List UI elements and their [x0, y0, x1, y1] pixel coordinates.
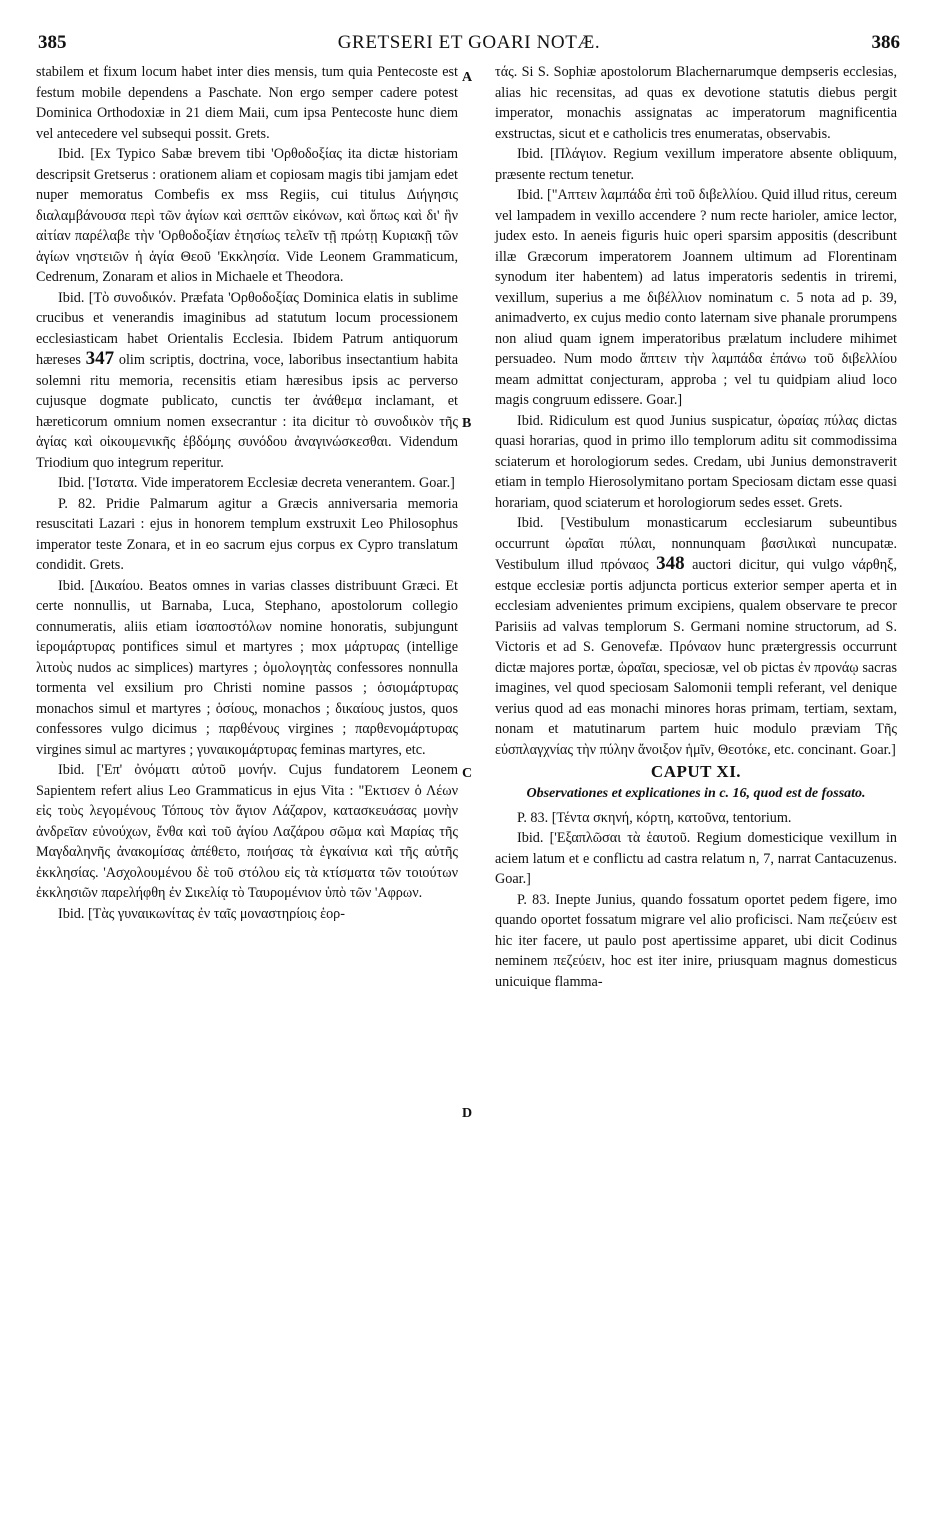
right-paragraph-7: Ibid. ['Εξαπλῶσαι τὰ ἑαυτοῦ. Regium domesticique vexillum in aciem latum et e conflictu ad castra relatum n, 7, narrat Cantacuzenus. Goar.] — [495, 830, 897, 887]
page-header — [38, 32, 900, 58]
left-paragraph-8: Ibid. [Τὰς γυναικωνίτας ἐν ταῖς μοναστηρίοις ἑορ- — [58, 905, 345, 922]
left-paragraph-7: Ibid. ['Επ' ὀνόματι αὐτοῦ μονήν. Cujus fundatorem Leonem Sapientem refert alius Leo Grammaticus in ejus Vita : "Εκτισεν ὁ Λέων εἰς τοὺς λεγομένους Τόπους τὸν ἅγιον Λάζαρον, κατασκευάσας μονὴν ἀνδρεῖαν εὐνούχων, ἔνθα καὶ τοῦ ἁγίου Λαζάρου σῶμα καὶ Μαρίας τῆς Μαγδαληνῆς ἀνακομίσας ἀπέθετο, ποιήσας τὰ ἐγκαίνια καὶ τῆς αὐτῆς ἐκκλησίας. 'Ασχολουμένου δὲ τοῦ στόλου εἰς τὰ κτίσματα τῶν τοιούτων ἐκκλησιῶν παρελήφθη ἐν Σικελίᾳ τὸ Ταυρομένιον ὑπὸ τῶν 'Αφρων. — [36, 762, 458, 901]
margin-marker-a: A — [462, 70, 473, 85]
left-paragraph-3 — [36, 288, 458, 474]
margin-marker-c: C — [462, 766, 473, 781]
right-paragraph-6: P. 83. [Τέντα σκηνή, κόρτη, κατοῦνα, tentorium. — [517, 809, 792, 826]
left-paragraph-1: stabilem et fixum locum habet inter dies mensis, tum quia Pentecoste est festum mobile dependens a Paschate. Non ergo semper cadere potest Dominica Orthodoxiæ in 21 diem Maii, cum ipsa Pentecoste hunc diem vel antecedere vel subsequi possit. Grets. — [36, 64, 458, 142]
margin-marker-d: D — [462, 1106, 473, 1121]
left-paragraph-4: Ibid. ['Ιστατα. Vide imperatorem Ecclesiæ decreta venerantem. Goar.] — [58, 475, 455, 491]
chapter-subtitle: Observationes et explicationes in c. 16, quod est de fossato. — [526, 785, 866, 801]
right-paragraph-8: P. 83. Inepte Junius, quando fossatum oportet pedem figere, imo quando oportet fossatum migrare vel alio proficisci. Nam πεζεύειν est hic iter facere, ut paulo post apertissime apparet, ubi dicit Codinus neminem πεζεύειν, hoc est iter inire, priusquam magnus domesticus unicuique flamma- — [495, 891, 897, 990]
left-paragraph-3-text-a: Ibid. [Τὸ συνοδικόν. Præfata 'Ορθοδοξίας Dominica elatis in sublime crucibus et venerandis imaginibus ad statutum locum processionem ecclesiasticam habet Orientalis Ecclesia. Ibidem Patrum antiquorum hæreses — [36, 289, 458, 368]
right-paragraph-1: τάς. Si S. Sophiæ apostolorum Blachernarumque dempseris ecclesias, alias hic recensitas, ad quas ex devotione statutis diebus pergit imperator, monachis assignatas ac imperatorum magnificentia exstructas, sicut et e catholicis tres enumeratas, observabis. — [495, 64, 897, 142]
chapter-heading: CAPUT XI. — [650, 762, 742, 781]
left-paragraph-6: Ibid. [Δικαίου. Beatos omnes in varias classes distribuunt Græci. Et certe nonnullis, ut Barnaba, Luca, Stephano, apostolorum collegio connumeratis, aliis etiam ἰσαποστόλων nomine honoratis, subjungunt ἱερομάρτυρας pontifices simul et martyres ; mox μάρτυρας (intellige λιτοὺς nudos ac simplices) martyres ; ὁμολογητὰς confessores nonnulla tormenta vel exsilium pro Christi nomine passos ; ὁσιομάρτυρας monachos simul et martyres ; ὁσίους, monachos ; δικαίους justos, quos confessores vulgo dicimus ; παρθένους virgines ; παρθενομάρτυρας virgines simul ac martyres ; γυναικομάρτυρας feminas martyres, etc. — [36, 577, 458, 758]
column-number-347: 347 — [85, 348, 115, 369]
right-paragraph-5-text-b: auctori dicitur, qui vulgo νάρθηξ, estque ecclesiæ portis adjuncta porticus exterior semper aperta et in ecclesiam advenientes primum excipiens, qualem observare te precor Parisiis ad valvas templorum S. Germani nomine structorum, ad S. Victoris et ad S. Genovefæ. Πρόναον hunc prætergressis occurrunt dictæ majores portæ, ὡραῖαι, speciosæ, vel ob pictas ἐν προνάῳ sacras imagines, vel quod speciosam Salomonii templi referant, vel denique verius quod ad eas monachi minores horas primam, tertiam, sextam, nonam et matutinarum partem huic modulo præviam Τῆς εὐσπλαγχνίας τὴν πύλην ἄνοιξον ἡμῖν, Θεοτόκε, etc. concinant. Goar.] — [495, 557, 897, 758]
left-paragraph-5: P. 82. Pridie Palmarum agitur a Græcis anniversaria memoria resuscitati Lazari : ejus in honorem templum exstruxit Leo Philosophus imperator teste Zonara, et in eo sacrum ejus corpus ex Cypro translatum condidit. Grets. — [36, 495, 458, 573]
right-paragraph-2: Ibid. [Πλάγιον. Regium vexillum imperatore absente obliquum, præsente rectum tenetur. — [495, 146, 897, 183]
right-paragraph-5 — [495, 513, 897, 760]
column-number-348: 348 — [656, 553, 685, 574]
margin-marker-b: B — [462, 416, 472, 431]
right-column — [495, 62, 897, 992]
left-column — [36, 62, 458, 924]
right-paragraph-5-text-a: Ibid. [Vestibulum monasticarum ecclesiarum subeuntibus occurrunt ὡραῖαι πύλαι, nonnunquam βασιλικαὶ nuncupatæ. Vestibulum illud πρόναος — [495, 515, 897, 573]
left-paragraph-3-text-b: olim scriptis, doctrina, voce, laboribus insectantium habita solemni ritu memoria, recensitis etiam hæresibus ipsis ac perverso cujusque dogmate publicato, cunctis ter ἀνάθεμα inclamant, et hæreticorum omnium nomen exsecrantur : ita dicitur τὸ συνοδικὸν τῆς ἁγίας καὶ οἰκουμενικῆς ἑβδόμης συνόδου ἀναγινώσκεσθαι. Videndum Triodium quo integrum reperitur. — [36, 352, 459, 471]
right-paragraph-3: Ibid. ["Απτειν λαμπάδα ἐπὶ τοῦ διβελλίου. Quid illud ritus, cereum vel lampadem in vexillo accendere ? num recte harioler, amice lector, judex esto. In aeneis figuris huic operi sparsim appositis (describunt illæ Græcorum imperatorem Joannem ultimum ad Florentinam synodum iter habentem) ad latus imperatoris sedentis in triremi, vexillum, superius a me διβέλλιον nominatum c. 5 nota ad p. 39, animadverto, ex cujus medio conto laternam sive phanale prorumpens non aliud quam ignem imperatoribus prælatum includere mihimet persuadeo. Num modo ἅπτειν τὴν λαμπάδα ἐπάνω τοῦ διβελλίου meam admittat conjecturam, approba ; vel tu quidpiam aliud loco magis congruum edissere. Goar.] — [495, 187, 897, 408]
right-paragraph-4: Ibid. Ridiculum est quod Junius suspicatur, ὡραίας πύλας dictas quasi horarias, quod in primo illo templorum aditu sit commodissima sciaterum et horologiorum sedes. Credam, ubi Junius demonstraverit etiam in templo Hierosolymitano portam Speciosam dictam esse quasi horariam, quod sciaterum et horologiorum sedes esset. Grets. — [495, 412, 897, 511]
page-number-right: 386 — [871, 32, 900, 53]
running-title: GRETSERI ET GOARI NOTÆ. — [337, 32, 601, 53]
left-paragraph-2: Ibid. [Ex Typico Sabæ brevem tibi 'Ορθοδοξίας ita dictæ historiam descripsit Gretserus : orationem aliam et copiosam magis tibi jamjam edet nuper memoratus Combefis ex mss Regiis, cui titulus Διήγησις διαλαμβάνουσα περὶ τῶν ἁγίων καὶ σεπτῶν εἰκόνων, καὶ ὅπως καὶ δι' ἣν αἰτίαν παρέλαβε τὴν 'Ορθοδοξίαν ἐτησίως τελεῖν τῇ πρώτῃ Κυριακῇ τῶν ἁγίων νηστειῶν ἡ ἁγία Θεοῦ 'Εκκλησία. Vide Leonem Grammaticum, Cedrenum, Zonaram et alios in Michaele et Theodora. — [36, 146, 458, 285]
page-number-left: 385 — [38, 32, 67, 53]
